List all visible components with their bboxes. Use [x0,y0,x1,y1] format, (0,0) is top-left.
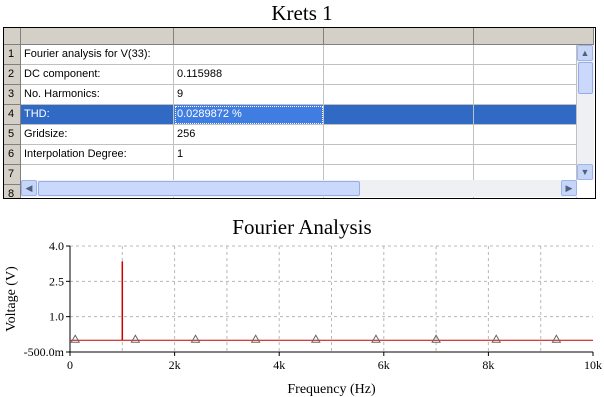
series-marker [71,335,79,342]
row-number[interactable]: 5 [4,125,21,145]
column-header-c[interactable] [324,28,474,45]
table-row[interactable] [4,65,577,85]
empty-cell[interactable] [474,125,577,145]
row-number[interactable]: 3 [4,85,21,105]
empty-cell[interactable] [474,45,577,65]
table-row[interactable] [4,125,577,145]
results-grid[interactable] [3,27,596,199]
scroll-left-button[interactable]: ◀ [21,180,37,196]
y-tick-label: 1.0 [49,309,64,324]
value-cell[interactable]: 1 [174,145,324,165]
table-row[interactable] [4,145,577,165]
row-number[interactable]: 7 [4,165,21,185]
y-tick-label: 2.5 [49,274,64,289]
x-tick-label: 2k [168,358,181,372]
value-cell[interactable] [174,45,324,65]
vertical-scrollbar[interactable] [577,45,594,180]
x-tick-label: 0 [67,358,73,372]
grid-title: Krets 1 [271,1,333,25]
column-header-a[interactable] [21,28,174,45]
row-number[interactable]: 4 [4,105,21,125]
table-row[interactable] [4,45,577,65]
scroll-down-button[interactable]: ▼ [577,164,593,180]
value-cell[interactable]: 256 [174,125,324,145]
label-cell[interactable]: THD: [21,105,174,125]
column-header-d[interactable] [474,28,594,45]
empty-cell[interactable] [324,125,474,145]
value-cell[interactable]: 9 [174,85,324,105]
label-cell[interactable]: Gridsize: [21,125,174,145]
empty-cell[interactable] [324,45,474,65]
x-axis-label: Frequency (Hz) [287,382,376,397]
x-tick-label: 6k [377,358,390,372]
empty-cell[interactable] [474,145,577,165]
empty-cell[interactable] [474,105,577,125]
series-marker [312,335,320,342]
row-number[interactable]: 6 [4,145,21,165]
horizontal-scrollbar[interactable] [21,180,577,197]
empty-cell[interactable] [324,145,474,165]
y-axis-label: Voltage (V) [4,266,19,332]
row-number[interactable]: 8 [4,185,21,199]
column-header-b[interactable] [174,28,324,45]
scroll-up-button[interactable]: ▲ [577,45,593,61]
table-row[interactable] [4,105,577,125]
label-cell[interactable]: DC component: [21,65,174,85]
series-marker [552,335,560,342]
value-cell[interactable]: 0.0289872 % [174,105,324,125]
empty-cell[interactable] [474,85,577,105]
corner-header[interactable] [4,28,21,45]
row-number[interactable]: 2 [4,65,21,85]
empty-cell[interactable] [474,65,577,85]
series-marker [192,335,200,342]
value-cell[interactable]: 0.115988 [174,65,324,85]
scroll-right-button[interactable]: ▶ [561,180,577,196]
empty-cell[interactable] [324,105,474,125]
x-tick-label: 10k [584,358,602,372]
x-tick-label: 4k [273,358,286,372]
chart-title: Fourier Analysis [232,215,372,239]
horizontal-scroll-thumb[interactable] [38,181,360,196]
y-tick-label: 4.0 [49,239,64,253]
series-marker [372,335,380,342]
row-number[interactable]: 1 [4,45,21,65]
series-marker [492,335,500,342]
label-cell[interactable]: Interpolation Degree: [21,145,174,165]
x-tick-label: 8k [482,358,495,372]
table-row[interactable] [4,85,577,105]
series-marker [252,335,260,342]
empty-cell[interactable] [324,65,474,85]
fourier-chart [0,238,604,397]
empty-cell[interactable] [324,85,474,105]
y-tick-label: -500.0m [23,345,64,359]
label-cell[interactable]: Fourier analysis for V(33): [21,45,174,65]
label-cell[interactable]: No. Harmonics: [21,85,174,105]
vertical-scroll-thumb[interactable] [578,62,593,94]
series-marker [131,335,139,342]
